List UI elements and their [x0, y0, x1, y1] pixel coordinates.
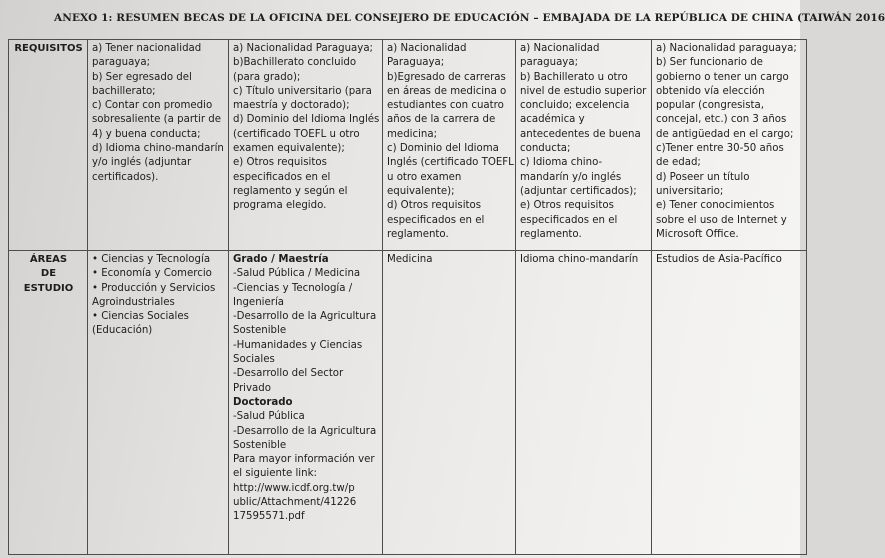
doctorado-items [233, 410, 379, 481]
text-line: b) Ser funcionario de [656, 57, 763, 69]
text-line: y/o inglés (adjuntar [92, 157, 192, 169]
text-line: concluido; excelencia [520, 100, 630, 112]
text-line: -Desarrollo de la Agricultura [233, 311, 377, 323]
text-line: c) Contar con promedio [92, 100, 213, 112]
text-line: Privado [233, 382, 271, 394]
requisitos-row [9, 40, 807, 251]
text-line: 4) y buena conducta; [92, 128, 201, 140]
text-line: certificados). [92, 171, 159, 183]
text-line: Inglés (certificado TOEFL [387, 157, 514, 169]
text-line: (certificado TOEFL u otro [233, 128, 360, 140]
text-line: c) Dominio del Idioma [387, 143, 499, 155]
text-line: en áreas de medicina o [387, 85, 507, 97]
text-line: Paraguaya; [387, 57, 445, 69]
grado-items [233, 267, 379, 396]
text-line: -Desarrollo de la Agricultura [233, 425, 377, 437]
bullet-item: • Producción y Servicios Agroindustriales [92, 282, 225, 311]
text-line: d) Otros requisitos [387, 200, 482, 212]
text-line: Microsoft Office. [656, 228, 739, 240]
text-line: concejal, etc.) con 3 años [656, 114, 787, 126]
text-line: especificados en el [387, 214, 485, 226]
text-line: -Salud Pública [233, 411, 305, 423]
text-line: reglamento. [387, 228, 449, 240]
areas-header [9, 251, 88, 555]
text-line: ESTUDIO [23, 282, 74, 294]
bullet-item: • Ciencias y Tecnología [92, 253, 225, 267]
text-line: sobresaliente (a partir de [92, 114, 222, 126]
text-line: b) Ser egresado del [92, 71, 192, 83]
areas-cell-4: Idioma chino-mandarín [516, 251, 652, 555]
annex-title: ANEXO 1: RESUMEN BECAS DE LA OFICINA DEL CONSEJERO DE EDUCACIÓN – EMBAJADA DE LA REPÚBLICA DE CHINA (TAIWÁN 2016 [54, 12, 885, 24]
text-line: b)Bachillerato concluido [233, 57, 357, 69]
text-line: Ingeniería [233, 296, 285, 308]
text-line: equivalente); [387, 185, 455, 197]
text-line: DE [40, 268, 57, 280]
text-line: a) Nacionalidad Paraguaya; [233, 43, 373, 54]
text-line: -Humanidades y Ciencias [233, 339, 363, 351]
text-line: medicina; [387, 128, 438, 140]
text-line: -Desarrollo del Sector [233, 368, 344, 380]
bullet-item: • Economía y Comercio [92, 267, 225, 281]
text-line: de antigüedad en el cargo; [656, 128, 794, 140]
text-line: estudiantes con cuatro [387, 100, 504, 112]
info-link[interactable]: http://www.icdf.org.tw/public/Attachment/4122617595571.pdf [233, 482, 357, 523]
text-line: -Salud Pública / Medicina [233, 268, 361, 280]
text-line: a) Nacionalidad [387, 43, 467, 54]
text-line: universitario; [656, 185, 724, 197]
text-line: c)Tener entre 30-50 años [656, 143, 784, 155]
text-line: d) Dominio del Idioma Inglés [233, 114, 380, 126]
text-line: especificados en el [520, 214, 618, 226]
text-line: b)Egresado de carreras [387, 71, 506, 83]
text-line: c) Título universitario (para [233, 85, 372, 97]
text-line: conducta; [520, 143, 571, 155]
text-line: obtenido vía elección [656, 85, 765, 97]
areas-cell-2 [229, 251, 383, 555]
text-line: gobierno o tener un cargo [656, 71, 789, 83]
text-line: de edad; [656, 157, 701, 169]
areas-cell-3: Medicina [383, 251, 516, 555]
text-line: paraguaya; [520, 57, 579, 69]
text-line: (para grado); [233, 71, 301, 83]
text-line: e) Otros requisitos [520, 200, 614, 212]
text-line: Sostenible [233, 439, 287, 451]
areas-cell-1 [88, 251, 229, 555]
text-line: u otro examen [387, 171, 462, 183]
text-line: especificados en el [233, 171, 331, 183]
text-line: -Ciencias y Tecnología / [233, 282, 353, 294]
text-line: c) Idioma chino- [520, 157, 603, 169]
scholarship-summary-table [8, 39, 807, 555]
requisitos-cell-3 [383, 40, 516, 251]
text-line: examen equivalente); [233, 143, 345, 155]
text-line: d) Idioma chino-mandarín [92, 143, 224, 155]
text-line: paraguaya; [92, 57, 151, 69]
text-line: b) Bachillerato u otro [520, 71, 628, 83]
text-line: Sociales [233, 354, 275, 366]
doctorado-heading: Doctorado [233, 396, 293, 408]
requisitos-cell-2 [229, 40, 383, 251]
requisitos-cell-4 [516, 40, 652, 251]
text-line: a) Nacionalidad paraguaya; [656, 43, 797, 54]
requisitos-header: REQUISITOS [9, 40, 88, 251]
areas-row [9, 251, 807, 555]
text-line: programa elegido. [233, 200, 327, 212]
text-line: Para mayor información ver [233, 454, 375, 466]
requisitos-cell-1 [88, 40, 229, 251]
text-line: Sostenible [233, 325, 287, 337]
text-line: a) Tener nacionalidad [92, 43, 202, 54]
text-line: reglamento. [520, 228, 582, 240]
grado-heading: Grado / Maestría [233, 254, 329, 265]
areas-cell-5: Estudios de Asia-Pacífico [652, 251, 807, 555]
requisitos-cell-5 [652, 40, 807, 251]
text-line: años de la carrera de [387, 114, 496, 126]
bullet-item: • Ciencias Sociales (Educación) [92, 310, 225, 339]
text-line: bachillerato; [92, 85, 156, 97]
text-line: reglamento y según el [233, 185, 348, 197]
text-line: ÁREAS [29, 254, 68, 265]
text-line: académica y [520, 114, 585, 126]
text-line: a) Nacionalidad [520, 43, 600, 54]
text-line: popular (congresista, [656, 100, 765, 112]
text-line: d) Poseer un título [656, 171, 750, 183]
text-line: e) Otros requisitos [233, 157, 327, 169]
text-line: nivel de estudio superior [520, 85, 647, 97]
text-line: e) Tener conocimientos [656, 200, 775, 212]
text-line: antecedentes de buena [520, 128, 641, 140]
text-line: el siguiente link: [233, 468, 317, 480]
areas-bullet-list [92, 253, 225, 339]
text-line: mandarín y/o inglés [520, 171, 622, 183]
text-line: (adjuntar certificados); [520, 185, 637, 197]
text-line: sobre el uso de Internet y [656, 214, 787, 226]
text-line: maestría y doctorado); [233, 100, 350, 112]
